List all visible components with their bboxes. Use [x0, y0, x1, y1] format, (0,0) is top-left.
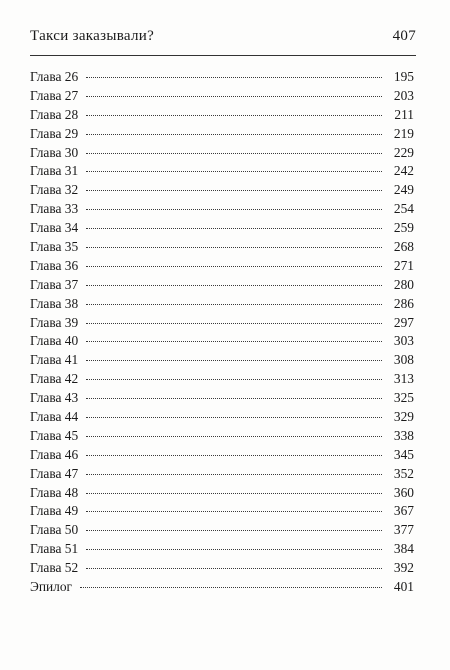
toc-entry — [30, 465, 414, 484]
toc-entry-page: 242 — [393, 163, 414, 179]
toc-dot-leader — [86, 190, 382, 191]
toc-entry-page: 195 — [393, 69, 414, 84]
toc-entry-label: Глава 43 — [30, 390, 79, 406]
toc-entry — [30, 125, 414, 144]
toc-entry-label: Глава 30 — [30, 144, 79, 160]
toc-entry — [30, 314, 414, 333]
toc-entry — [30, 559, 414, 578]
toc-entry-label: Глава 50 — [30, 522, 79, 538]
toc-dot-leader — [86, 153, 382, 154]
toc-entry — [30, 521, 414, 540]
toc-dot-leader — [86, 493, 382, 494]
toc-entry — [30, 257, 414, 276]
header-rule — [30, 55, 416, 56]
toc-dot-leader — [86, 398, 382, 399]
toc-entry-page: 329 — [393, 409, 414, 425]
toc-entry-page: 352 — [393, 465, 414, 481]
toc-dot-leader — [80, 587, 382, 588]
toc-dot-leader — [86, 436, 382, 437]
toc-entry-label: Эпилог — [30, 579, 73, 595]
toc-dot-leader — [86, 549, 382, 550]
toc-entry — [30, 181, 414, 200]
toc-entry — [30, 370, 414, 389]
running-head — [30, 28, 416, 50]
toc-entry — [30, 276, 414, 295]
toc-entry — [30, 332, 414, 351]
toc-entry-page: 297 — [393, 314, 414, 330]
toc-entry-label: Глава 27 — [30, 87, 79, 103]
toc-dot-leader — [86, 568, 382, 569]
toc-entry-label: Глава 52 — [30, 560, 79, 576]
toc-entry-label: Глава 38 — [30, 295, 79, 311]
toc-entry-page: 249 — [393, 182, 414, 198]
toc-entry-page: 384 — [393, 541, 414, 557]
toc-entry-label: Глава 36 — [30, 257, 79, 273]
toc-entry-page: 271 — [393, 257, 414, 273]
toc-entry-label: Глава 44 — [30, 409, 79, 425]
page-number: 407 — [392, 28, 416, 44]
toc-dot-leader — [86, 360, 382, 361]
toc-dot-leader — [86, 134, 382, 135]
toc-dot-leader — [86, 285, 382, 286]
toc-entry — [30, 106, 414, 125]
toc-dot-leader — [86, 228, 382, 229]
toc-entry-page: 268 — [393, 239, 414, 255]
toc-entry-label: Глава 42 — [30, 371, 79, 387]
toc-entry-page: 254 — [393, 201, 414, 217]
toc-dot-leader — [86, 323, 382, 324]
toc-entry-page: 219 — [393, 125, 414, 141]
toc-entry — [30, 144, 414, 163]
toc-entry — [30, 162, 414, 181]
toc-entry-label: Глава 46 — [30, 446, 79, 462]
toc-entry-label: Глава 45 — [30, 427, 79, 443]
toc-dot-leader — [86, 341, 382, 342]
toc-entry — [30, 502, 414, 521]
toc-entry — [30, 484, 414, 503]
toc-dot-leader — [86, 115, 382, 116]
toc-entry — [30, 351, 414, 370]
toc-dot-leader — [86, 455, 382, 456]
toc-entry — [30, 87, 414, 106]
toc-dot-leader — [86, 209, 382, 210]
toc-entry-label: Глава 33 — [30, 201, 79, 217]
toc-entry-page: 203 — [393, 87, 414, 103]
toc-entry-page: 313 — [393, 371, 414, 387]
toc-entry — [30, 68, 414, 87]
toc-entry-label: Глава 51 — [30, 541, 79, 557]
toc-entry — [30, 408, 414, 427]
toc-dot-leader — [86, 266, 382, 267]
toc-entry-label: Глава 29 — [30, 125, 79, 141]
toc-entry-label: Глава 41 — [30, 352, 79, 368]
toc-dot-leader — [86, 304, 382, 305]
toc-entry-label: Глава 28 — [30, 106, 79, 122]
toc-dot-leader — [86, 530, 382, 531]
toc-entry — [30, 295, 414, 314]
toc-entry-label: Глава 37 — [30, 276, 79, 292]
toc-entry-label: Глава 26 — [30, 69, 79, 84]
toc-entry-label: Глава 47 — [30, 465, 79, 481]
table-of-contents — [30, 68, 414, 597]
toc-entry — [30, 578, 414, 597]
toc-entry-label: Глава 39 — [30, 314, 79, 330]
toc-entry-label: Глава 34 — [30, 220, 79, 236]
toc-entry-page: 308 — [393, 352, 414, 368]
toc-entry-page: 303 — [393, 333, 414, 349]
toc-entry-page: 229 — [393, 144, 414, 160]
toc-dot-leader — [86, 417, 382, 418]
toc-entry-label: Глава 48 — [30, 484, 79, 500]
toc-entry-page: 280 — [393, 276, 414, 292]
toc-entry-label: Глава 35 — [30, 239, 79, 255]
toc-entry — [30, 238, 414, 257]
toc-entry — [30, 540, 414, 559]
toc-entry-label: Глава 40 — [30, 333, 79, 349]
toc-dot-leader — [86, 379, 382, 380]
toc-entry-label: Глава 32 — [30, 182, 79, 198]
toc-entry-page: 367 — [393, 503, 414, 519]
toc-dot-leader — [86, 77, 382, 78]
toc-entry — [30, 219, 414, 238]
toc-dot-leader — [86, 96, 382, 97]
toc-entry-page: 401 — [393, 579, 414, 595]
toc-entry-page: 345 — [393, 446, 414, 462]
toc-entry-page: 392 — [393, 560, 414, 576]
toc-entry — [30, 427, 414, 446]
toc-dot-leader — [86, 511, 382, 512]
toc-dot-leader — [86, 171, 382, 172]
toc-entry-page: 325 — [393, 390, 414, 406]
toc-entry — [30, 446, 414, 465]
toc-entry-page: 286 — [393, 295, 414, 311]
toc-entry-page: 259 — [393, 220, 414, 236]
toc-entry-page: 338 — [393, 427, 414, 443]
running-head-title: Такси заказывали? — [30, 28, 155, 44]
toc-entry-label: Глава 49 — [30, 503, 79, 519]
toc-entry-page: 211 — [394, 106, 414, 122]
toc-dot-leader — [86, 474, 382, 475]
toc-entry-page: 377 — [393, 522, 414, 538]
toc-entry — [30, 200, 414, 219]
toc-entry-page: 360 — [393, 484, 414, 500]
toc-entry — [30, 389, 414, 408]
toc-entry-label: Глава 31 — [30, 163, 79, 179]
toc-dot-leader — [86, 247, 382, 248]
